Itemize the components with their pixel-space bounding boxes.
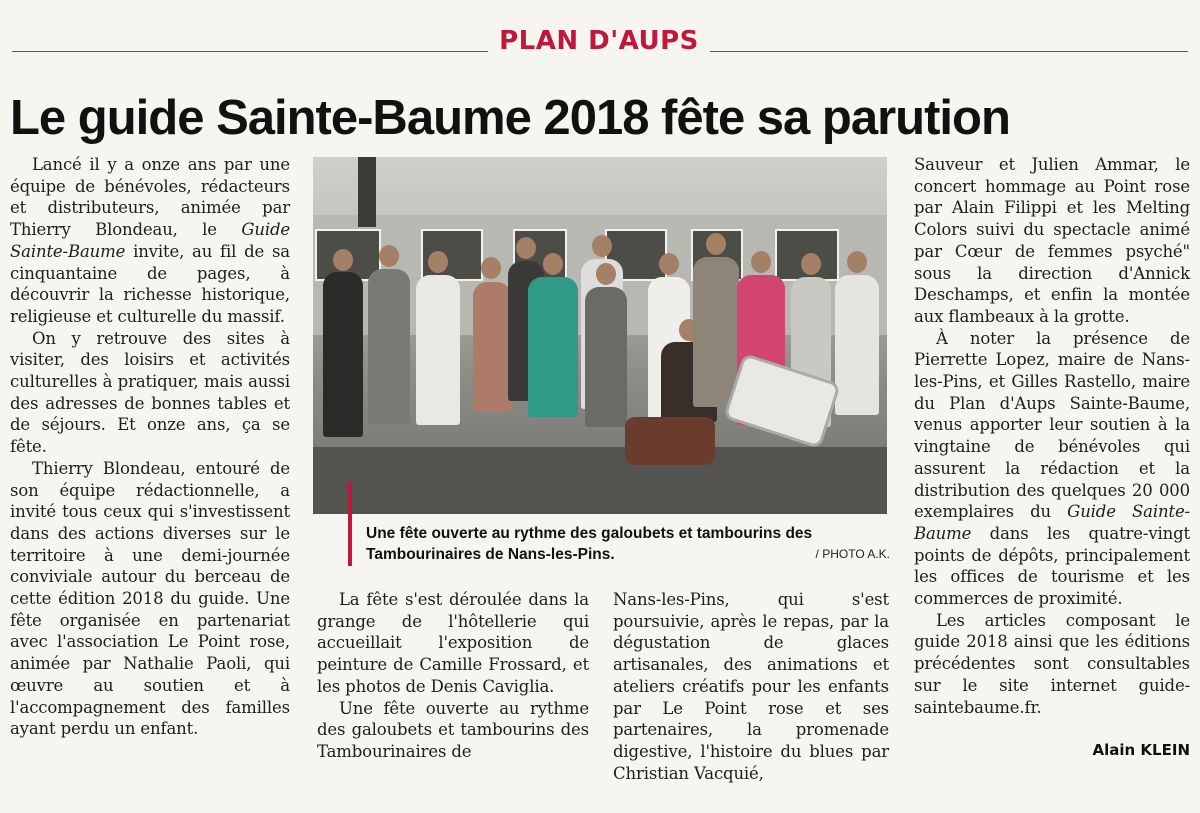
paragraph: Les articles composant le guide 2018 ainsi que les éditions précédentes sont consultables sur le site internet guide-saintebaume.fr. [914, 610, 1190, 717]
event-photo [313, 157, 887, 514]
caption-accent-bar [348, 482, 352, 566]
paragraph: Lancé il y a onze ans par une équipe de bénévoles, rédacteurs et distributeurs, animée par Thierry Blondeau, le Guide Sainte-Baume invite, au fil de sa cinquantaine de pages, à découvrir la richesse historique, religieuse et culturelle du massif. [10, 155, 290, 326]
paragraph: À noter la présence de Pierrette Lopez, maire de Nans-les-Pins, et Gilles Rastello, maire du Plan d'Aups Sainte-Baume, venus apporter leur soutien à la vingtaine de bénévoles qui assurent la rédaction et la distribution des quelques 20 000 exemplaires du Guide Sainte-Baume dans les quatre-vingt points de dépôts, principalement les offices de tourisme et les commerces de proximité. [914, 328, 1190, 609]
rubric-rule-left [12, 51, 488, 52]
paragraph: Nans-les-Pins, qui s'est poursuivie, après le repas, par la dégustation de glaces artisanales, des animations et ateliers créatifs pour les enfants par Le Point rose et ses partenaires, la promenade digestive, l'histoire du blues par Christian Vacquié, [613, 590, 889, 783]
paragraph: Sauveur et Julien Ammar, le concert hommage au Point rose par Alain Filippi et les Melting Colors suivi du spectacle animé par Cœur de femmes psyché" sous la direction d'Annick Deschamps, et enfin la montée aux flambeaux à la grotte. [914, 155, 1190, 326]
article-column-4 [914, 154, 1190, 718]
paragraph: Thierry Blondeau, entouré de son équipe rédactionnelle, a invité tous ceux qui s'investissent dans des actions diverses sur le territoire à une demi-journée conviviale autour du berceau de cette édition 2018 du guide. Une fête organisée en partenariat avec l'association Le Point rose, animée par Nathalie Paoli, qui œuvre au soutien et à l'accompagnement des familles ayant perdu un enfant. [10, 458, 290, 739]
article-headline: Le guide Sainte-Baume 2018 fête sa parution [10, 91, 1010, 145]
article-column-3 [613, 589, 889, 784]
article-column-2 [317, 589, 589, 763]
rubric-rule-right [710, 51, 1188, 52]
author-signature: Alain KLEIN [1092, 741, 1190, 759]
paragraph: La fête s'est déroulée dans la grange de l'hôtellerie qui accueillait l'exposition de peinture de Camille Frossard, et les photos de Denis Caviglia. [317, 590, 589, 696]
paragraph: On y retrouve des sites à visiter, des loisirs et activités culturelles à pratiquer, mais aussi des adresses de bonnes tables et de séjours. Et onze ans, ça se fête. [10, 328, 290, 457]
paragraph: Une fête ouverte au rythme des galoubets et tambourins des Tambourinaires de [317, 698, 589, 761]
section-rubric: PLAN D'AUPS [499, 26, 699, 56]
photo-caption: Une fête ouverte au rythme des galoubets et tambourins des Tambourinaires de Nans-les-Pins. [366, 525, 813, 563]
bleed-through-text-bottom [300, 787, 900, 813]
article-column-1 [10, 154, 290, 740]
bleed-through-text-top [14, 0, 1184, 24]
photo-credit: / PHOTO A.K. [815, 547, 890, 561]
